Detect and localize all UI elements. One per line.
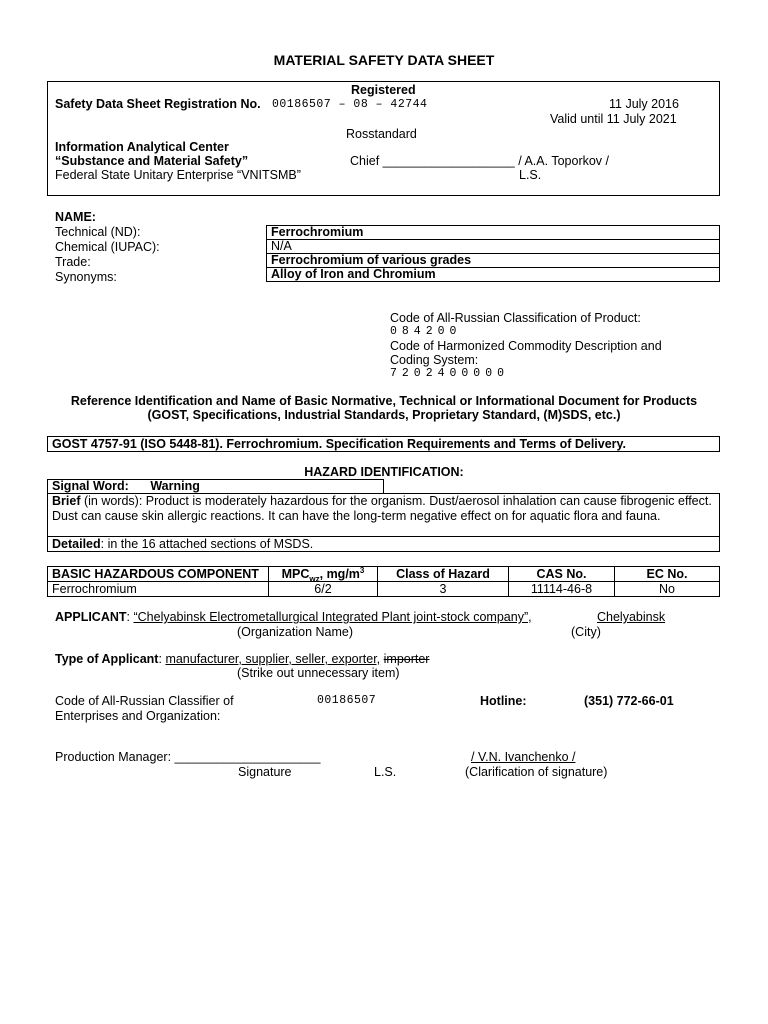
hs-code-value: 7202400000	[390, 367, 510, 380]
manager-name: / V.N. Ivanchenko /	[471, 750, 576, 764]
brief-box	[47, 493, 720, 537]
signature-ls: L.S.	[374, 765, 397, 779]
organization-name-caption: (Organization Name)	[237, 625, 354, 639]
name-value-synonyms: Alloy of Iron and Chromium	[267, 268, 720, 282]
city-caption: (City)	[571, 625, 601, 639]
header-mpc: $MPC_{wz}$, $mg/m^3$	[269, 567, 378, 582]
applicant-city: Chelyabinsk	[597, 610, 666, 624]
detailed-text: : in the 16 attached sections of MSDS.	[100, 537, 314, 551]
brief-label: Brief	[52, 494, 81, 508]
brief-text: (in words): Product is moderately hazardous for the organism. Dust/aerosol inhalation can cause fibrogenic effect. Dust can cause skin allergic reactions. It can have the long-term negative effect on for aquatic flora and fauna.	[52, 494, 712, 523]
document-title: MATERIAL SAFETY DATA SHEET	[273, 52, 495, 68]
name-heading: NAME:	[55, 210, 96, 224]
center-name-line2: “Substance and Material Safety”	[55, 154, 249, 168]
name-value-trade: Ferrochromium of various grades	[267, 254, 720, 268]
table-header-row	[48, 567, 720, 582]
applicant-type-label: Type of Applicant	[55, 652, 159, 666]
clarification-caption: (Clarification of signature)	[465, 765, 608, 779]
signature-caption: Signature	[238, 765, 292, 779]
header-component: BASIC HAZARDOUS COMPONENT	[48, 567, 269, 582]
detailed-label: Detailed	[52, 537, 101, 551]
signal-word-box	[47, 479, 384, 494]
registration-ls: L.S.	[519, 168, 542, 182]
name-label-trade: Trade:	[55, 255, 91, 269]
enterprise-code-value: 00186507	[317, 694, 377, 707]
table-row	[48, 582, 720, 597]
okp-code-label: Code of All-Russian Classification of Product:	[390, 311, 641, 325]
chief-signature-line: Chief ___________________ / A.A. Toporkov /	[350, 154, 610, 168]
cell-mpc: 6/2	[269, 582, 378, 597]
signal-word-label: Signal Word:	[52, 479, 129, 493]
okp-code-value: 084200	[390, 325, 462, 338]
center-name-line1: Information Analytical Center	[55, 140, 229, 154]
gost-reference: GOST 4757-91 (ISO 5448-81). Ferrochromium. Specification Requirements and Terms of Delivery.	[47, 436, 720, 452]
name-label-chemical: Chemical (IUPAC):	[55, 240, 160, 254]
registration-date: 11 July 2016	[609, 97, 679, 111]
hazard-heading: HAZARD IDENTIFICATION:	[304, 465, 464, 479]
signal-word-value: Warning	[150, 479, 200, 493]
reference-heading-line2: (GOST, Specifications, Industrial Standards, Proprietary Standard, (M)SDS, etc.)	[147, 408, 621, 422]
registration-number-label: Safety Data Sheet Registration No.	[55, 97, 261, 111]
strike-out-caption: (Strike out unnecessary item)	[237, 666, 400, 680]
applicant-type-struck: importer	[383, 652, 430, 666]
production-manager-line: Production Manager: _____________________	[55, 750, 321, 764]
name-value-technical: Ferrochromium	[267, 226, 720, 240]
applicant-type-line: Type of Applicant: manufacturer, supplier, seller, exporter, importer	[55, 652, 430, 666]
hotline-label: Hotline:	[480, 694, 527, 708]
name-value-chemical: N/A	[267, 240, 720, 254]
name-label-synonyms: Synonyms:	[55, 270, 117, 284]
reference-heading-line1: Reference Identification and Name of Basic Normative, Technical or Informational Document for Products	[70, 394, 698, 408]
hs-code-label-line2: Coding System:	[390, 353, 479, 367]
rosstandard-label: Rosstandard	[346, 127, 417, 141]
header-class-of-hazard: Class of Hazard	[378, 567, 509, 582]
name-label-technical: Technical (ND):	[55, 225, 141, 239]
cell-cas: 11114-46-8	[509, 582, 615, 597]
names-table	[266, 225, 720, 282]
hazardous-components-table	[47, 566, 720, 597]
header-ec-no: EC No.	[615, 567, 720, 582]
center-name-line3: Federal State Unitary Enterprise “VNITSMB”	[55, 168, 301, 182]
hotline-value: (351) 772-66-01	[584, 694, 674, 708]
enterprise-code-label-line1: Code of All-Russian Classifier of	[55, 694, 234, 708]
cell-component: Ferrochromium	[48, 582, 269, 597]
applicant-name: “Chelyabinsk Electrometallurgical Integrated Plant joint-stock company”,	[133, 610, 532, 624]
header-cas-no: CAS No.	[509, 567, 615, 582]
applicant-label: APPLICANT	[55, 610, 127, 624]
enterprise-code-label-line2: Enterprises and Organization:	[55, 709, 221, 723]
registration-number-value: 00186507 – 08 – 42744	[272, 98, 428, 111]
registered-label: Registered	[351, 83, 416, 97]
valid-until: Valid until 11 July 2021	[550, 112, 677, 126]
cell-class: 3	[378, 582, 509, 597]
applicant-line: APPLICANT: “Chelyabinsk Electrometallurgical Integrated Plant joint-stock company”,	[55, 610, 532, 624]
applicant-type-values: manufacturer, supplier, seller, exporter,	[165, 652, 381, 666]
detailed-box	[47, 536, 720, 552]
hs-code-label-line1: Code of Harmonized Commodity Description and	[390, 339, 662, 353]
cell-ec: No	[615, 582, 720, 597]
